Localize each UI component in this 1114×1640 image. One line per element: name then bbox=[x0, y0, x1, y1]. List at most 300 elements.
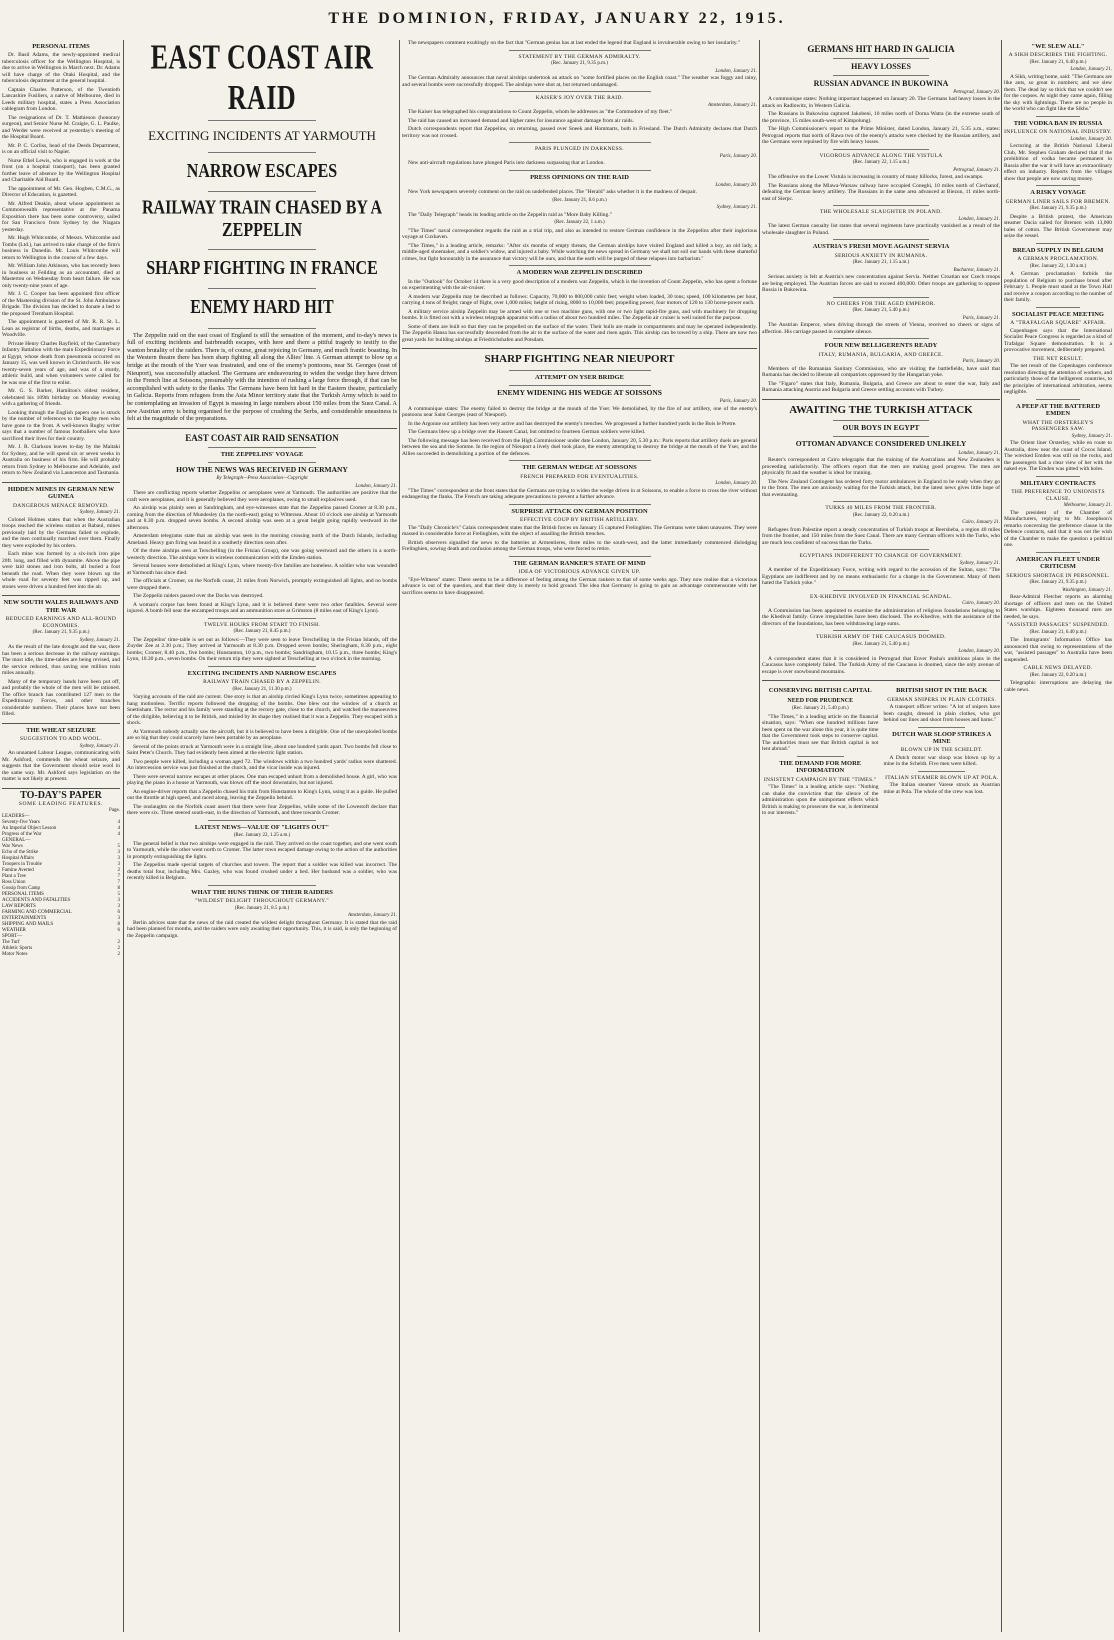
paragraph: The "Daily Telegraph" heads its leading article on the Zeppelin raid as "More Baby Killing." bbox=[408, 211, 612, 218]
paragraph: At Yarmouth nobody actually saw the aircraft, but it is believed to have been a dirigible. One of the unexploded bombs are so big that they could scarcely have been portable by an aeroplane. bbox=[127, 728, 397, 742]
paragraph: Telegraphic interruptions are delaying the cable news. bbox=[1004, 680, 1112, 693]
paragraph: Each mine was formed by a six-inch iron pipe 20ft. long, and filled with dynamite. Above the pipe were laid stones and iron bolts, all buried a foot beneath the road. When they were blown up the whole road for seventy feet was ripped up, and stones were driven a hundred feet into the air. bbox=[2, 551, 120, 590]
dateline: Petrograd, January 20. bbox=[953, 89, 1000, 95]
paragraph: Dutch correspondents report that Zeppelins, on returning, passed over Sneek and Hommarts, both in Friesland. The Dutch Admiralty declares that Dutch territory was not crossed. bbox=[402, 126, 757, 139]
paragraph: The Zeppelins' time-table is set out as follows:—They were seen to leave Terschelling in the Frisian Islands, off the Zuyder Zee at 2.30 p.m.; They arrived at Yarmouth at 8.30 p.m. Dropped seven bombs; Sheringham, 8.30 p.m., eight bombs; Cromer, 8.40 p.m., five bombs; Hunstanton, 10 p.m., two bombs; Sandringham, 10.15 p.m., three bombs; King's Lynn, 10.30 p.m., seven bombs. On their return trip they were sighted at Terschelling at two o'clock in the morning. bbox=[127, 636, 397, 663]
paragraph: Refugees from Palestine report a steady concentration of Turkish troops at Beersheba, a region 40 miles from the frontier, and 150 miles from the Suez Canal. There are many German officers with the Turks, who are much less confident of success than the Turks. bbox=[762, 526, 1000, 546]
divider bbox=[402, 348, 757, 349]
article-subheading: WHAT THE ORSTERLEY'S PASSENGERS SAW. bbox=[1022, 419, 1094, 433]
article-headline: FOUR NEW BELLIGERENTS READY bbox=[824, 342, 938, 350]
index-item: GENERAL— bbox=[2, 837, 31, 843]
divider bbox=[509, 142, 651, 143]
article-subheading: THE ZEPPELINS' VOYAGE bbox=[220, 451, 304, 459]
article-headline: A MODERN WAR ZEPPELIN DESCRIBED bbox=[516, 269, 643, 277]
paragraph: The Zeppelin raiders passed over the Docks was destroyed. bbox=[133, 593, 264, 600]
paragraph: Mr. J. R. Clarkson leaves to-day by the Maitaki for Sydney, and he will spend six or seven weeks in Australia on business of his firm. He will probably return from Sydney to Melbourne and Adelaide, and return to New Zealand via Launceston and Tasmania. bbox=[2, 444, 120, 477]
paragraph: A modern war Zeppelin may be described as follows: Capacity, 70,000 to 800,000 cubic feet; weight when loaded, 30 tons; speed, 100 kilometres per hour, carrying 4 tons of freight; range of flight, over 1,000 miles; height of rising, 8000 to 10,000 feet; propelling power, four motors of 120 to 130 horse-power each. bbox=[402, 293, 757, 307]
article-subheading: STATEMENT BY THE GERMAN ADMIRALTY. bbox=[518, 53, 641, 60]
column-rule bbox=[759, 40, 760, 1632]
article-subheading: VIGOROUS ADVANCE ALONG THE VISTULA bbox=[819, 152, 943, 159]
article-subheading: FRENCH PREPARED FOR EVENTUALITIES. bbox=[520, 473, 639, 480]
paragraph: Some of them are built so that they can be propelled on the surface of the water. Their hulls are made in compartments and may be operated independently. The Zeppelin Hansa has successfully descended from the air to the surface of the water and risen again. This airship can be towed by a ship. There are now two great yards for building airships at Friedrichshafen and Potsdam. bbox=[402, 323, 757, 343]
paragraph: The Russians along the Mlawa-Warsaw railway have occupied Coneghi, 10 miles north of Ciechanof, defeating the German heavy artillery. The Russians in the same area advanced at Biezun, 11 miles north-east of Sierpc. bbox=[762, 182, 1000, 202]
divider bbox=[208, 288, 316, 289]
dateline: Sydney, January 21. bbox=[1071, 433, 1112, 439]
paragraph: A military service airship Zeppelin may be armed with one or two machine guns, with one or two light rapid-fire guns, and with machinery for dropping bombs. It is fitted out with a wireless telegraph apparatus with a radius of about two hundred miles. The Zeppelin air cruiser is well suited for the purpose. bbox=[402, 308, 757, 322]
article-headline: BRITISH SHOT IN THE BACK bbox=[896, 687, 988, 695]
article-headline: SOCIALIST PEACE MEETING bbox=[1012, 310, 1104, 318]
dateline: London, January 21. bbox=[1070, 67, 1112, 73]
article-subheading: PARIS PLUNGED IN DARKNESS. bbox=[535, 146, 624, 152]
article-subheading: EXCITING INCIDENTS AND NARROW ESCAPES bbox=[187, 669, 337, 677]
paragraph: Mr. J. C. Cooper has been appointed first officer of the Mastersing division of the St. John Ambulance Brigade. The division has decided to donate a bed to the proposed Trentham Hospital. bbox=[2, 291, 120, 317]
index-item: ENTERTAINMENTS 3 bbox=[2, 915, 120, 921]
paragraph: Of the three airships seen at Terschelling (in the Frisian Group), one was going westward and the others in a north-westerly direction. The airships were in wireless communication with the Emden station. bbox=[127, 548, 397, 561]
paragraph: The officials at Cromer, on the Norfolk coast, 21 miles from Norwich, promptly extinguished all lights, and no bombs were dropped there. bbox=[127, 578, 397, 591]
paragraph: A Dutch motor war sloop was blown up by a mine in the Scheldt. Five men were killed. bbox=[883, 754, 1000, 768]
paragraph: The newspapers comment exultingly on the fact that "German genius has at last ended the legend that England is invulnerable owing to her insularity." bbox=[408, 40, 740, 46]
paragraph: Despite a British protest, the American steamer Dacia sailed for Bremen with 13,000 bales of cotton. The British Government may seize the vessel. bbox=[1004, 213, 1112, 240]
article-subheading: TWELVE HOURS FROM START TO FINISH. bbox=[203, 621, 321, 628]
article-subheading: GERMAN SNIPERS IN PLAIN CLOTHES. bbox=[887, 696, 997, 703]
paragraph: "The Times," in a leading article on the financial situation, says: "When one hundred millions have been spent on the war alone this year, it is quite time that the Government took steps to conserve capital. The authorities must see that British capital is not lent abroad." bbox=[762, 713, 879, 753]
divider bbox=[833, 549, 928, 550]
divider bbox=[762, 680, 1000, 681]
index-item: Famine Averted 2 bbox=[2, 867, 120, 873]
paragraph: A communique states: The enemy failed to destroy the bridge at the mouth of the Yser. We demolished, by the fire of our artillery, one of the enemy's pontoons near Saint Georges (east of Nieuport). bbox=[402, 405, 757, 419]
paragraph: There are conflicting reports whether Zeppelins or aeroplanes were at Yarmouth. The authorities are positive that the craft were aeroplanes, and it is generally believed they were aeroplanes, owing to small explosives used. bbox=[127, 490, 397, 503]
article-subheading: SUGGESTION TO ADD WOOL. bbox=[19, 736, 103, 743]
paragraph: The offensive on the Lower Vistula is increasing in country of many hillocks, forest, and swamps. bbox=[768, 174, 984, 181]
paragraph: A Commission has been appointed to examine the administration of religious foundations belonging to the Khedival family. Grave irregularities have been disclosed. The ex-Khedive, with the assistance of the directors of the foundations, has been withdrawing large sums. bbox=[762, 607, 1000, 627]
article-subheading: PRESS OPINIONS ON THE RAID bbox=[530, 173, 629, 181]
article-subheading: INSISTENT CAMPAIGN BY THE "TIMES." bbox=[763, 776, 877, 783]
paragraph: A correspondent states that it is considered in Petrograd that Enver Pasha's ambitious plans in the Caucasus have completely failed. The Turkish Army of the Caucasus is doomed, since the only avenue of escape is over snowbound mountains. bbox=[762, 655, 1000, 675]
article-headline: AMERICAN FLEET UNDER CRITICISM bbox=[1015, 555, 1101, 571]
dateline: London, January 21. bbox=[958, 450, 1000, 456]
paragraph: The Kaiser has telegraphed his congratulations to Count Zeppelin, whom he addresses as "the Commodore of my fleet." bbox=[408, 109, 673, 115]
divider bbox=[918, 727, 965, 728]
paragraph: Members of the Rumanian Sanitary Commission, who are visiting the battlefields, have said that Rumania has decided to liberate all compatriots oppressed by the Hungarian yoke. bbox=[762, 365, 1000, 379]
dateline: Paris, January 20. bbox=[962, 359, 1000, 365]
divider bbox=[2, 595, 120, 596]
article-subheading: KAISER'S JOY OVER THE RAID. bbox=[535, 95, 624, 101]
article-subheading: EFFECTIVE COUP BY BRITISH ARTILLERY. bbox=[520, 517, 639, 524]
article-subheading: TURKISH ARMY OF THE CAUCASUS DOOMED. bbox=[816, 634, 946, 641]
index-subtitle: SOME LEADING FEATURES. bbox=[18, 801, 104, 808]
received-time: (Rec. January 21, 5.40 p.m.) bbox=[791, 706, 849, 712]
paragraph: Captain Charles Patterson, of the Twentieth Lancashire Fusiliers, a native of Melbourne, died in Leeds military hospital, states a Press Association cablegram from London. bbox=[2, 86, 120, 113]
article-subheading: SERIOUS ANXIETY IN RUMANIA. bbox=[834, 252, 928, 259]
paragraph: The resignations of Dr. T. Mathieson (honorary surgeon), and Senior Nurse M. Craigie, G. L. Paulke, and Werder were received at yesterday's meeting of the Hospital Board. bbox=[2, 114, 120, 141]
divider bbox=[1036, 185, 1079, 186]
received-time: (Rec. January 21, 1.15 a.m.) bbox=[852, 260, 910, 266]
paragraph: The New Zealand Contingent has ordered forty motor ambulances in England to be ready when they go to the front. The men are anxiously waiting for the Turkish attack, but the latest news gives little hope of that eventuating. bbox=[762, 478, 1000, 498]
article-headline: A RISKY VOYAGE bbox=[1030, 189, 1086, 197]
article-subheading: GERMAN LINER SAILS FOR BREMEN. bbox=[1005, 198, 1111, 205]
article-headline: AWAITING THE TURKISH ATTACK bbox=[789, 403, 973, 416]
article-subheading: NEED FOR PRUDENCE bbox=[787, 697, 854, 704]
paragraph: Berlin advices state that the news of the raid created the wildest delight throughout Germany. It is stated that the raid had been planned for months, and the raiders were only awaiting their opportunity. This, it is said, is only the beginning of the Zeppelin campaign. bbox=[127, 919, 397, 939]
index-item: LAW REPORTS 3 bbox=[2, 903, 120, 909]
article-subheading: SERIOUS SHORTAGE IN PERSONNEL. bbox=[1006, 572, 1110, 579]
received-time: (Rec. January 21, 5.40 p.m.) bbox=[852, 641, 910, 647]
divider bbox=[2, 788, 120, 789]
article-subheading: HOW THE NEWS WAS RECEIVED IN GERMANY bbox=[176, 464, 348, 474]
paragraph: A woman's corpse has been found at King's Lynn, and it is believed there were two other fatalities. Several were injured. A bomb fell near the encamped troops and an ammunition store at Grimston (8 miles east of King's Lynn). bbox=[127, 601, 397, 615]
paragraph: New York newspapers severely comment on the raid on undefended places. The "Herald" asks whether it is the madness of despair. bbox=[408, 189, 697, 196]
article-subheading: ITALY, RUMANIA, BULGARIA, AND GREECE. bbox=[818, 351, 944, 358]
divider bbox=[1036, 552, 1079, 553]
article-headline: THE VODKA BAN IN RUSSIA bbox=[1013, 119, 1103, 127]
article-headline: THE GERMAN RANKER'S STATE OF MIND bbox=[513, 559, 646, 567]
paragraph: The Zeppelins made special targets of churches and towers. The report that a soldier was killed was incorrect. The deaths total four, including Mrs. Gazley, who was found crushed under a bed. Her husband was a soldier, who was recently killed in Belgium. bbox=[127, 862, 397, 882]
index-item: Progress of the War 4 bbox=[2, 831, 120, 837]
index-item: ACCIDENTS AND FATALITIES 3 bbox=[2, 897, 120, 903]
paragraph: The general belief is that two airships were engaged in the raid. They arrived on the coast together, and one went south to Yarmouth, while the other went north to Cromer. The latter town escaped damage owing to the action of the authorities in promptly extinguishing the lights. bbox=[127, 840, 397, 860]
article-subheading: OTTOMAN ADVANCE CONSIDERED UNLIKELY bbox=[795, 438, 967, 448]
divider bbox=[127, 428, 397, 429]
paragraph: "The Times" in a leading article says: "Nothing can shake the conviction that the silence of the administration upon the unimportant effects which British is making to prosecute the war, is detrimental to our interests." bbox=[762, 784, 879, 817]
column-war-news bbox=[402, 40, 757, 1634]
divider bbox=[509, 370, 651, 371]
paragraph: Private Henry Charles Rayfield, of the Canterbury Infantry Battalion with the main Expeditionary Force at Egypt, whose death from pneumonia occurred on January 15, was well known in Christchurch. He was twenty-seven years of age, and was of a sturdy, athletic build, and when volunteers were called for he was one of the first to enlist. bbox=[2, 340, 120, 386]
article-subheading: NO CHEERS FOR THE AGED EMPEROR. bbox=[826, 300, 936, 307]
article-subheading: A GERMAN PROCLAMATION. bbox=[1017, 256, 1099, 263]
paragraph: The High Commissioner's report to the Prime Minister, dated London, January 21, 5.35 a.m., states: Petrograd reports that north of Rawa two of the enemy's attacks were checked by the Russian artillery, and the Germans were repulsed by fire with heavy losses. bbox=[762, 126, 1000, 146]
article-subheading: A SIKH DESCRIBES THE FIGHTING. bbox=[1008, 52, 1108, 59]
article-subheading: THE NET RESULT. bbox=[1033, 355, 1083, 362]
divider bbox=[1036, 476, 1079, 477]
article-headline: BREAD SUPPLY IN BELGIUM bbox=[1012, 246, 1104, 254]
paragraph: Lecturing at the British National Liberal Club, Mr. Stephen Graham declared that if the prohibition of vodka became permanent in Russia after the war it will have an extraordinary effect on industry. Reports from the villages show that people are now saving money. bbox=[1004, 143, 1112, 182]
article-subheading: "ASSISTED PASSAGES" SUSPENDED. bbox=[1006, 622, 1110, 629]
paragraph: The president of the Chamber of Manufacturers, replying to Mr. Josephson's remarks concerning the preference clause in the Defence contracts, said that it was not the wish of the Chamber to make the question a political one. bbox=[1004, 509, 1112, 549]
dateline: Sydney, January 21. bbox=[79, 743, 120, 749]
paragraph: The Immigrants' Information Office has announced that owing to representations of the war, "assisted passages" to Australia have been suspended. bbox=[1004, 637, 1112, 663]
paragraph: A communique states: Nothing important happened on January 20. The Germans had heavy losses in the attack on Radlowitz, in Western Galicia. bbox=[762, 96, 1000, 109]
divider bbox=[208, 447, 316, 448]
sub-column-right bbox=[884, 684, 1001, 819]
divider bbox=[2, 482, 120, 483]
section-heading: PERSONAL ITEMS bbox=[32, 43, 90, 50]
divider bbox=[833, 239, 928, 240]
dateline: London, January 20. bbox=[958, 649, 1000, 655]
received-time: (Rec. January 21, 8.5 p.m.) bbox=[234, 905, 290, 911]
paragraph: An engine-driver reports that a Zeppelin chased his train from Hunstanton to King's Lynn, using it as a guide. He pulled out the throttle at high speed, and raced along, leaving the Zeppelin behind. bbox=[127, 788, 397, 802]
received-time: (Rec. January 22, 1 a.m.) bbox=[554, 220, 605, 226]
paragraph: The Germans blew up a bridge over the Hassett Canal, but omitted to fourteen German soldiers were killed. bbox=[408, 429, 646, 436]
article-subheading: THE PREFERENCE TO UNIONISTS CLAUSE. bbox=[1011, 489, 1105, 502]
divider bbox=[833, 630, 928, 631]
paragraph: There were several narrow escapes at other places. One man escaped unhurt from a demolished house. A girl, who was playing the piano in a house at Yarmouth, was blown off the stool downstairs, but not injured. bbox=[127, 773, 397, 787]
article-subheading: ITALIAN STEAMER BLOWN UP AT POLA. bbox=[885, 774, 999, 781]
article-headline: DUTCH WAR SLOOP STRIKES A MINE bbox=[892, 730, 992, 745]
paragraph: The German Admiralty announces that naval airships undertook an attack on "some fortified places on the English coast." The weather was foggy and rainy, and several bombs were successfully dropped. The airships were shot at, but returned undamaged. bbox=[402, 75, 757, 88]
dateline: Paris, January 21. bbox=[962, 315, 1000, 321]
article-subheading: RAILWAY TRAIN CHASED BY A ZEPPELIN. bbox=[203, 679, 321, 686]
column-eastern-front bbox=[762, 40, 1000, 1634]
divider bbox=[833, 501, 928, 502]
received-time: (Rec. January 21, 8.6 p.m.) bbox=[552, 197, 607, 203]
paragraph: Several of the points struck at Yarmouth were in a straight line, about one hundred yards apart. Two bombs fell close to Saint Peter's Church. They had evidently been aimed at the electric light station. bbox=[127, 743, 397, 757]
paragraph: Copenhagen says that the International Socialist Peace Congress is regarded as a kind of Trafalgar Square demonstration. It is a provocative movement, deliberately prepared. bbox=[1004, 327, 1112, 354]
divider bbox=[1036, 116, 1079, 117]
divider bbox=[833, 205, 928, 206]
copyright-line: By Telegraph—Press Association—Copyright bbox=[216, 476, 308, 482]
dateline: London, January 21. bbox=[715, 68, 757, 74]
article-headline: SHARP FIGHTING NEAR NIEUPORT bbox=[484, 353, 675, 366]
divider bbox=[509, 385, 651, 386]
article-headline: GERMANS HIT HARD IN GALICIA bbox=[807, 44, 955, 54]
divider bbox=[833, 149, 928, 150]
divider bbox=[1036, 243, 1079, 244]
index-item: WEATHER 6 bbox=[2, 927, 120, 933]
paragraph: A member of the Expeditionary Force, writing with regard to the accession of the Sultan, says: "The Egyptians are indifferent and by no means enthusiastic for a change in the Government. Many of them hated the Turkish yoke." bbox=[762, 567, 1000, 587]
index-item: Athletic Sports 2 bbox=[2, 945, 120, 951]
paragraph: Varying accounts of the raid are current. One story is that an airship circled King's Lynn twice, sometimes appearing to hang motionless. Terrific reports followed the dropping of the bombs. One blew out the window of a church at Snettisham. The rector and his family were standing at the rectory gate, close to the church, and watched the manoeuvres of the dirigible, believing it to be British, and misled by its shape they realised that it was a Zeppelin. They escaped with a shock. bbox=[127, 694, 397, 727]
article-headline: HIDDEN MINES IN GERMAN NEW GUINEA bbox=[7, 485, 115, 501]
article-headline: A PEEP AT THE BATTERED EMDEN bbox=[1015, 402, 1101, 418]
paragraph: Colonel Holmes states that when the Australian troops reached the wireless station at Rabaul, mines previously laid by the Germans failed to explode, and the men continually marched over them. Finally they were exploded by his orders. bbox=[2, 516, 120, 549]
paragraph: The following message has been received from the High Commissioner under date London, January 20, 5.30 p.m.: Paris reports that artillery duels are general between the sea and the Somme. In the region of Nieuport a lively duel took place, the enemy attempting to destroy the bridge at the mouth of the Yser, and the Allies succeeded in demolishing a portion of the defences. bbox=[402, 437, 757, 457]
index-item: Seventy-five Years 4 bbox=[2, 819, 120, 825]
dateline: Sydney, January 21. bbox=[79, 510, 120, 516]
paragraph: The raid has caused an increased demand and higher rates for insurance against damage from air raids. bbox=[408, 117, 634, 124]
article-subheading: THE WHOLESALE SLAUGHTER IN POLAND. bbox=[819, 209, 943, 216]
article-subheading: INFLUENCE ON NATIONAL INDUSTRY. bbox=[1004, 129, 1112, 136]
dateline: Paris, January 20. bbox=[719, 153, 757, 159]
divider bbox=[509, 556, 651, 557]
divider bbox=[509, 50, 651, 51]
divider bbox=[833, 58, 928, 59]
divider bbox=[833, 420, 928, 421]
received-time: (Rec. January 21, 5.40 p.m.) bbox=[852, 308, 910, 314]
article-headline: "WE SLEW ALL" bbox=[1031, 43, 1085, 50]
index-title: TO-DAY'S PAPER bbox=[20, 789, 102, 801]
dateline: Melbourne, January 21. bbox=[1063, 503, 1112, 509]
paragraph: The Orient liner Orsterley, while en route to Australia, drew near the coast of Cocos Island. The wrecked Emden was still on the rocks, and the passengers had a clear view of her with the naked eye. The Emden was pitted with holes. bbox=[1004, 440, 1112, 473]
index-item: Motor Notes 2 bbox=[2, 951, 120, 957]
dateline: Sydney, January 21. bbox=[79, 637, 120, 643]
divider bbox=[833, 297, 928, 298]
divider bbox=[208, 618, 316, 619]
paragraph: Reuter's correspondent at Cairo telegraphs that the training of the Australians and New Zealanders is proceeding satisfactorily. The officers report that the men are making good progress. The men are physically fit and the weather is ideal for training. bbox=[762, 457, 1000, 477]
received-time: (Rec. January 21, 9.35 p.m.) bbox=[1029, 206, 1087, 212]
divider bbox=[208, 462, 316, 463]
index-item: Echo of the Strike 3 bbox=[2, 849, 120, 855]
paragraph: The appointment of Mr. Geo. Hogben, C.M.G., as Director of Education, is gazetted. bbox=[2, 185, 120, 199]
index-item: Hospital Affairs 3 bbox=[2, 855, 120, 861]
article-subheading: OUR BOYS IN EGYPT bbox=[842, 423, 920, 433]
divider bbox=[208, 666, 316, 667]
dateline: Sydney, January 21. bbox=[959, 560, 1000, 566]
article-subheading: A "TRAFALGAR SQUARE" AFFAIR. bbox=[1010, 320, 1106, 327]
column-rule bbox=[399, 40, 400, 1632]
index-item: SPORT— bbox=[2, 933, 23, 939]
dateline: London, January 20. bbox=[715, 182, 757, 188]
column-personal bbox=[2, 40, 120, 1634]
column-cables bbox=[1004, 40, 1112, 1634]
article-subheading: WHAT THE HUNS THINK OF THEIR RAIDERS bbox=[191, 888, 333, 896]
article-headline: THE DEMAND FOR MORE INFORMATION bbox=[779, 759, 862, 775]
index-item: Gossip from Camp 8 bbox=[2, 885, 120, 891]
dateline: Washington, January 21. bbox=[1062, 587, 1112, 593]
sub-column-left bbox=[762, 684, 879, 819]
article-headline: CONSERVING BRITISH CAPITAL bbox=[768, 687, 872, 695]
divider bbox=[509, 265, 651, 266]
lead-headline: EAST COAST AIR RAID bbox=[150, 40, 374, 118]
divider bbox=[208, 328, 316, 329]
lead-subheading: ENEMY HARD HIT bbox=[190, 296, 334, 319]
divider bbox=[509, 460, 651, 461]
paragraph: Mr. P. C. Corliss, head of the Deeds Department, is on an official visit to Napier. bbox=[2, 142, 120, 156]
paragraph: New anti-aircraft regulations have plunged Paris into darkness surpassing that at London. bbox=[408, 160, 605, 166]
received-time: (Rec. January 22, 1.25 a.m.) bbox=[233, 833, 291, 839]
divider bbox=[208, 249, 316, 250]
paragraph: Mr. G. S. Barker, Hamilton's oldest resident, celebrated his 109th birthday on Monday evening with a gathering of friends. bbox=[2, 388, 120, 408]
column-rule bbox=[1001, 40, 1002, 1632]
article-headline: THE GERMAN WEDGE AT SOISSONS bbox=[522, 464, 637, 472]
dateline: London, January 20. bbox=[715, 481, 757, 487]
paragraph: A transport officer writes: "A lot of snipers have been caught, dressed in plain clothes, who got behind our lines and shoot from houses and barns." bbox=[883, 704, 1000, 724]
paragraph: An unnamed Labour League, communicating with Mr. Ashford, commends the wheat seizure, and suggests that the Government should seize wool in the same way. Mr. Ashford says legislation on the matter is not likely at present. bbox=[2, 750, 120, 783]
article-subheading: ENEMY WIDENING HIS WEDGE AT SOISSONS bbox=[497, 387, 662, 397]
divider bbox=[509, 170, 651, 171]
paragraph: Nurse Ethel Lewis, who is engaged in work at the front (on a hospital transport), has been granted further leave of absence by the Wellington Hospital and Charitable Aid Board. bbox=[2, 157, 120, 184]
paragraph: The "Daily Chronicle's" Calais correspondent states that the British forces on January 15 captured Frelinghien. The Germans were taken unawares. They were massed in considerable force at Frelinghien, with the object of assailing the British trenches. bbox=[402, 524, 757, 538]
article-headline: SURPRISE ATTACK ON GERMAN POSITION bbox=[511, 507, 648, 515]
article-subheading: DANGEROUS MENACE REMOVED. bbox=[13, 502, 109, 509]
received-time: (Rec. January 22, 0.20 a.m.) bbox=[852, 512, 910, 518]
lead-subheading: NARROW ESCAPES bbox=[186, 160, 338, 182]
received-time: (Rec. January 21, 8.45 p.m.) bbox=[233, 629, 291, 635]
paragraph: Mr. William John Atkinson, who has recently been in business at Feilding as an accountant, died at Masterton on Wednesday from heart failure. He was only twenty-nine years of age. bbox=[2, 263, 120, 289]
divider bbox=[208, 120, 316, 121]
paragraph: Dr. Basil Adams, the newly-appointed medical tuberculosis officer for the Wellington Hospital, is due to arrive in Wellington in March next. Dr. Adams will have charge of the Otaki Hospital, and the tuberculosis department at the general hospital. bbox=[2, 52, 120, 85]
paragraph: The Russians in Bukowina captured Jakobeni, 10 miles north of Dorna Watra (in the extreme south of the province, 15 miles south-west of Kimpolung). bbox=[762, 111, 1000, 124]
index-item: Ross Union 7 bbox=[2, 879, 120, 885]
received-time: (Rec. January 21, 9.35 p.m.) bbox=[1029, 580, 1087, 586]
article-subheading: "WILDEST DELIGHT THROUGHOUT GERMANY." bbox=[195, 898, 329, 905]
paragraph: The appointment is gazetted of Mr. R. R. St. L. Lean as registrar of births, deaths, and marriages at Woodville. bbox=[2, 319, 120, 339]
dateline: Amsterdam, January 21. bbox=[708, 102, 757, 108]
paragraph: Amsterdam telegrams state that an airship was seen in the morning crossing north of the Dutch Islands, including Ameland. Heavy gun firing was heard in a southerly direction soon after. bbox=[127, 533, 397, 546]
paragraph: As the result of the late drought and the war, there has been a serious decrease in the railway earnings. The most idle, the time-tables are being revised, and the service reduced, thus saving one million train miles annually. bbox=[2, 644, 120, 677]
dateline: Sydney, January 21. bbox=[716, 205, 757, 211]
received-time: (Rec. January 22, 0.20 a.m.) bbox=[1029, 672, 1087, 678]
received-time: (Rec. January 22, 1.15 a.m.) bbox=[852, 160, 910, 166]
index-header: Page. bbox=[109, 807, 120, 813]
divider bbox=[208, 820, 316, 821]
article-subheading: IDEA OF VICTORIOUS ADVANCE GIVEN UP. bbox=[518, 569, 641, 576]
divider bbox=[833, 75, 928, 76]
paragraph: Two people were killed, including a woman aged 72. The windows within a two hundred yards' radius were shattered. An intercession service was just finished at the church, and the vicar inside was injured. bbox=[127, 758, 397, 772]
divider bbox=[509, 504, 651, 505]
divider bbox=[509, 91, 651, 92]
article-subheading: LATEST NEWS—VALUE OF "LIGHTS OUT" bbox=[194, 823, 330, 831]
paragraph: The "Figaro" states that Italy, Rumania, Bulgaria, and Greece are about to enter the war, Italy and Rumania attacking Austria and Bulgaria and Greece settling accounts with Turkey. bbox=[762, 380, 1000, 394]
received-time: (Rec. January 21, 6.40 p.m.) bbox=[1029, 629, 1087, 635]
index-item: SHIPPING AND MAILS 8 bbox=[2, 921, 120, 927]
article-headline: AUSTRIA'S FRESH MOVE AGAINST SERVIA bbox=[812, 243, 950, 251]
column-rule bbox=[123, 40, 124, 1632]
received-time: (Rec. January 22, 1.30 a.m.) bbox=[1029, 263, 1087, 269]
article-subheading: TURKS 40 MILES FROM THE FRONTIER. bbox=[825, 505, 937, 512]
article-subheading: REDUCED EARNINGS AND ALL-ROUND ECONOMIES. bbox=[5, 616, 117, 629]
lead-subheading: SHARP FIGHTING IN FRANCE bbox=[146, 257, 378, 279]
article-headline: NEW SOUTH WALES RAILWAYS AND THE WAR bbox=[3, 599, 119, 614]
paragraph: "Eye-Witness" states: There seems to be a difference of feeling among the German rankers to that of some weeks ago. They now realise that a victorious advance is out of the question, and that their duty is merely to hold ground. The idea that Germany is going to gain an advantage commensurate with her sacrifices seems to have disappeared. bbox=[402, 576, 757, 596]
column-lead-story bbox=[127, 40, 397, 1634]
article-subheading: EX-KHEDIVE INVOLVED IN FINANCIAL SCANDAL. bbox=[810, 593, 952, 600]
article-headline: MILITARY CONTRACTS bbox=[1020, 479, 1096, 487]
dateline: Cairo, January 21. bbox=[962, 520, 1000, 526]
article-headline: EAST COAST AIR RAID SENSATION bbox=[185, 432, 339, 443]
article-subheading: BLOWN UP IN THE SCHELDT. bbox=[900, 747, 983, 754]
article-subheading: RUSSIAN ADVANCE IN BUKOWINA bbox=[813, 78, 949, 88]
paragraph: A German proclamation forbids the population of Belgium to purchase bread after February 1. People must stand at the Town Hall and receive a coupon according to the number of their family. bbox=[1004, 271, 1112, 304]
paragraph: Many of the temporary hands have been put off, and probably the whole of the men will be rationed. The office branch has contributed 127 men to the Expeditionary Forces, and other branches considerable numbers. Their places have not been filled. bbox=[2, 678, 120, 718]
divider bbox=[833, 436, 928, 437]
paragraph: "The Times" correspondent at the front states that the Germans are trying to widen the wedge driven in at Soissons, to enable a force to cross the river without endangering the flanks. The French are taking adequate precautions to prevent a further advance. bbox=[402, 487, 757, 501]
divider bbox=[833, 590, 928, 591]
paragraph: Several houses were demolished at King's Lynn, where twenty-five families are homeless. A soldier who was wounded at Yarmouth has since died. bbox=[127, 563, 397, 576]
paragraph: The Italian steamer Varese struck an Austrian mine at Pola. The whole of the crew was lost. bbox=[883, 782, 1000, 795]
dateline: London, January 21. bbox=[355, 483, 397, 489]
divider bbox=[2, 723, 120, 724]
paragraph: The Austrian Emperor, when driving through the streets of Vienna, received no cheers or signs of affection. His carriage passed in complete silence. bbox=[762, 322, 1000, 335]
paragraph: In the Argonne our artillery has been very active and has destroyed the enemy's trenches. We progressed a further hundred yards in the Bois le Pretre. bbox=[408, 420, 737, 427]
divider bbox=[208, 885, 316, 886]
divider bbox=[1036, 307, 1079, 308]
divider bbox=[208, 191, 316, 192]
paragraph: Mr. Alfred Deakin, about whose appointment as Commonwealth representative at the Panama Exposition there has been some controversy, sailed for San Francisco from Sydney by the Niagara yesterday. bbox=[2, 200, 120, 233]
received-time: (Rec. January 21, 9.35 p.m.) bbox=[32, 630, 90, 636]
divider bbox=[833, 338, 928, 339]
dateline: London, January 21. bbox=[958, 216, 1000, 222]
dateline: Amsterdam, January 21. bbox=[348, 913, 397, 919]
dateline: Bucharest, January 21. bbox=[953, 267, 1000, 273]
paragraph: The latest German casualty list states that several regiments have practically vanished as a result of the wholesale slaughter in Poland. bbox=[762, 223, 1000, 236]
index-item: Troopers in Trouble 3 bbox=[2, 861, 120, 867]
paragraph: In the "Outlook" for October 14 there is a very good description of a modern war Zeppelin, which is the invention of Count Zeppelin, who has spent a fortune on experimenting with the air-cruiser. bbox=[402, 278, 757, 292]
divider bbox=[208, 152, 316, 153]
paragraph: Serious anxiety is felt at Austria's new concentration against Servia. Neither Croatian nor Czech troops are being employed. The Austrian forces are said to exceed 400,000. Other troops are gathering to oppose Russia in Bukowina. bbox=[762, 274, 1000, 294]
paragraph: Rear-Admiral Fletcher reports an alarming shortage of officers and men on the United States warships. Eighteen thousand men are needed, he says. bbox=[1004, 594, 1112, 620]
lead-subheading: RAILWAY TRAIN CHASED BY A ZEPPELIN bbox=[141, 197, 383, 242]
index-item: Plant a Tree 7 bbox=[2, 873, 120, 879]
article-body bbox=[2, 52, 120, 477]
masthead: THE DOMINION, FRIDAY, JANUARY 22, 1915. bbox=[328, 10, 786, 27]
received-time: (Rec. January 21, 6.40 p.m.) bbox=[1029, 59, 1087, 65]
article-headline: THE WHEAT SEIZURE bbox=[26, 726, 96, 734]
sub-columns bbox=[762, 684, 1000, 819]
index-list bbox=[2, 814, 120, 958]
paragraph: The net result of the Copenhagen conference resolution directing the attention of workers, and particularly those of the belligerent countries, to the principles of international arbitration, seems negligible. bbox=[1004, 363, 1112, 396]
index-item: The Turf 2 bbox=[2, 939, 120, 945]
index-item: LEADERS— bbox=[2, 813, 30, 819]
dateline: London, January 20. bbox=[1070, 136, 1112, 142]
article-subheading: CABLE NEWS DELAYED. bbox=[1023, 665, 1093, 672]
paragraph: British observers signalled the news to the batteries at Armentieres, three miles to the south-west, and the latter immediately commenced dislodging Frelinghien, sowing death and confusion among the German troops, who were forced to retire. bbox=[402, 539, 757, 553]
paragraph: An airship was plainly seen at Sandringham, and eye-witnesses state that the Zeppelins passed Cromer at 8.30 p.m., coming from the direction of Mundesley (in the north-east) going to Wittersea. About 10 o'clock one airship at Yarmouth and at 8.30 p.m. dropped seven bombs. A second airship was seen at a great height going rapidly westward in the afternoon. bbox=[127, 505, 397, 531]
divider bbox=[797, 756, 844, 757]
index-item: PERSONAL ITEMS 5 bbox=[2, 891, 120, 897]
paragraph: "The Times," in a leading article, remarks: "After six months of empty threats, the German airships have visited England and killed a boy, an old lady, a middle-aged shoemaker, and a soldier's widow, and injured a baby. While watching the news spread in Germany we shall not soil our hands with these shameful crimes, but fight honourably in the assurance that victory will be ours, and that the earth will be purged of these relapses into barbarism." bbox=[402, 242, 757, 262]
paragraph: "The Times" naval correspondent regards the raid as a trial trip, and also as intended to restore German confidence in the Zeppelins after their inglorious voyage at Cuxhaven. bbox=[402, 227, 757, 241]
article-subheading: HEAVY LOSSES bbox=[851, 62, 911, 72]
